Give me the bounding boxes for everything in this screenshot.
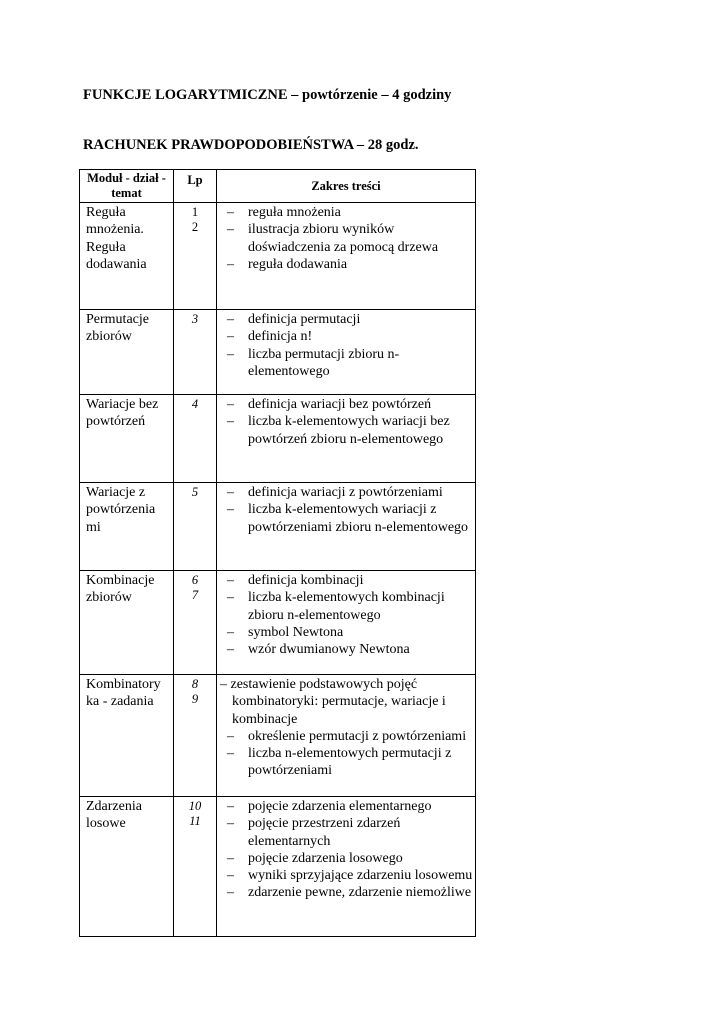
table-row	[80, 675, 476, 797]
scope-cell	[217, 310, 476, 395]
lp-cell	[174, 203, 217, 310]
table-row	[80, 797, 476, 937]
table-row	[80, 483, 476, 571]
header-lp: Lp	[174, 170, 217, 203]
module-cell: Permutacje zbiorów	[80, 310, 174, 395]
table-row	[80, 310, 476, 395]
lp-cell	[174, 310, 217, 395]
lp-cell	[174, 483, 217, 571]
list-item: – liczba k-elementowych kombinacji zbioru n-elementowego	[220, 589, 473, 624]
list-item: – pojęcie zdarzenia elementarnego	[220, 798, 473, 815]
lp-number: 3	[191, 312, 199, 326]
list-item: – definicja permutacji	[220, 311, 473, 328]
lp-cell	[174, 675, 217, 797]
list-item: – pojęcie przestrzeni zdarzeń elementarnych	[220, 815, 473, 850]
scope-cell	[217, 203, 476, 310]
list-item: – reguła dodawania	[220, 256, 473, 273]
list-item: – pojęcie zdarzenia losowego	[220, 850, 473, 867]
lp-number: 7	[191, 588, 199, 602]
table-header-row	[80, 170, 476, 203]
list-item-text: – zestawienie podstawowych pojęć kombinatoryki: permutacje, wariacje i kombinacje	[220, 677, 446, 727]
table-row	[80, 571, 476, 675]
header-scope: Zakres treści	[217, 170, 476, 203]
table-row	[80, 203, 476, 310]
lp-number: 1	[191, 205, 199, 219]
module-cell: Wariacje z powtórzenia mi	[80, 483, 174, 571]
curriculum-table	[79, 169, 476, 937]
list-item: – definicja kombinacji	[220, 572, 473, 589]
module-cell: Zdarzenia losowe	[80, 797, 174, 937]
lp-number: 9	[191, 692, 199, 706]
list-item: – liczba k-elementowych wariacji bez powtórzeń zbioru n-elementowego	[220, 413, 473, 448]
table-row	[80, 395, 476, 483]
list-item: – definicja wariacji bez powtórzeń	[220, 396, 473, 413]
list-item: – reguła mnożenia	[220, 204, 473, 221]
scope-cell	[217, 483, 476, 571]
scope-cell	[217, 797, 476, 937]
list-item: – zdarzenie pewne, zdarzenie niemożliwe	[220, 884, 473, 901]
module-cell: Reguła mnożenia. Reguła dodawania	[80, 203, 174, 310]
lp-number: 11	[189, 814, 201, 828]
list-item: – definicja n!	[220, 328, 473, 345]
list-item: – liczba n-elementowych permutacji z powtórzeniami	[220, 745, 473, 780]
section-heading-probability: RACHUNEK PRAWDOPODOBIEŃSTWA – 28 godz.	[83, 137, 419, 153]
list-item: – określenie permutacji z powtórzeniami	[220, 728, 473, 745]
module-cell: Kombinacje zbiorów	[80, 571, 174, 675]
list-item: – symbol Newtona	[220, 624, 473, 641]
list-item: – definicja wariacji z powtórzeniami	[220, 484, 473, 501]
lp-cell	[174, 395, 217, 483]
scope-cell	[217, 675, 476, 797]
module-cell: Kombinatory ka - zadania	[80, 675, 174, 797]
list-item: – liczba permutacji zbioru n-elementowego	[220, 346, 473, 381]
lp-number: 10	[188, 799, 202, 813]
lp-number: 4	[191, 397, 199, 411]
lp-number: 8	[191, 677, 199, 691]
list-item: – liczba k-elementowych wariacji z powtórzeniami zbioru n-elementowego	[220, 501, 473, 536]
lp-cell	[174, 571, 217, 675]
lp-cell	[174, 797, 217, 937]
module-cell: Wariacje bez powtórzeń	[80, 395, 174, 483]
list-item: – wzór dwumianowy Newtona	[220, 641, 473, 658]
header-module: Moduł - dział -temat	[80, 170, 174, 203]
section-heading-logarithmic: FUNKCJE LOGARYTMICZNE – powtórzenie – 4 godziny	[83, 87, 452, 103]
scope-cell	[217, 395, 476, 483]
lp-number: 6	[191, 573, 199, 587]
lp-number: 2	[191, 220, 199, 234]
scope-cell	[217, 571, 476, 675]
list-item: – ilustracja zbioru wyników doświadczenia za pomocą drzewa	[220, 221, 473, 256]
list-item	[220, 676, 473, 728]
list-item: – wyniki sprzyjające zdarzeniu losowemu	[220, 867, 473, 884]
lp-number: 5	[191, 485, 199, 499]
